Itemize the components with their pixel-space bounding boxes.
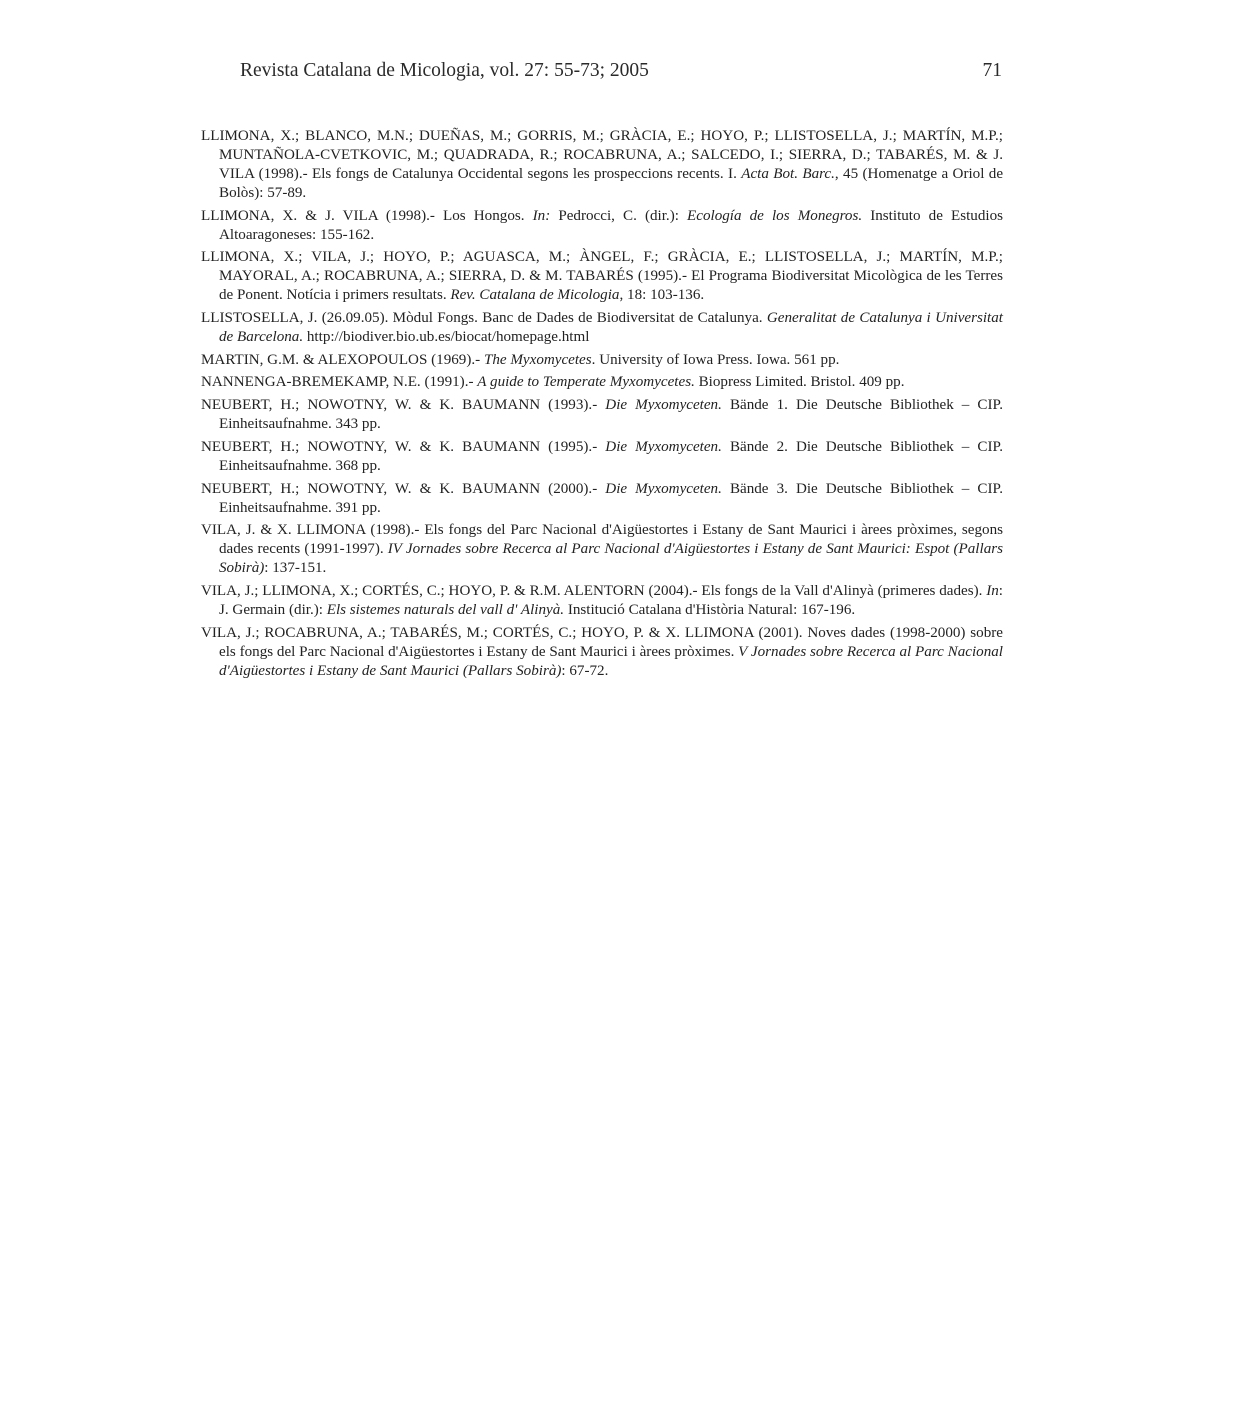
reference-text: Biopress Limited. Bristol. 409 pp. xyxy=(694,374,905,391)
reference-italic-text: Generalitat de Catalunya i Universitat de Barcelona. xyxy=(219,310,1003,346)
reference-italic-text: Rev. Catalana de Micologia xyxy=(450,287,620,304)
reference-list xyxy=(201,127,1003,684)
reference-entry xyxy=(201,248,1003,305)
reference-entry xyxy=(201,351,1003,370)
journal-title: Revista Catalana de Micologia, vol. 27: 55-73; 2005 xyxy=(240,60,649,81)
reference-italic-text: IV Jornades sobre Recerca al Parc Nacional d'Aigüestortes i Estany de Sant Maurici: Espot (Pallars Sobirà) xyxy=(219,541,1003,577)
reference-text: LLIMONA, X.; BLANCO, M.N.; DUEÑAS, M.; GORRIS, M.; GRÀCIA, E.; HOYO, P.; LLISTOSELLA, J.; MARTÍN, M.P.; MUNTAÑOLA-CVETKOVIC, M.; QUADRADA, R.; ROCABRUNA, A.; SALCEDO, I.; SIERRA, D.; TABARÉS, M. & J. VILA (1998).- Els fongs de Catalunya Occidental segons les prospeccions recents. I. xyxy=(201,128,1003,182)
reference-text: : 137-151. xyxy=(264,560,327,577)
reference-entry xyxy=(201,624,1003,681)
reference-text: VILA, J.; LLIMONA, X.; CORTÉS, C.; HOYO, P. & R.M. ALENTORN (2004).- Els fongs de la Vall d'Alinyà (primeres dades). xyxy=(201,582,987,599)
reference-text: LLIMONA, X.; VILA, J.; HOYO, P.; AGUASCA, M.; ÀNGEL, F.; GRÀCIA, E.; LLISTOSELLA, J.; MARTÍN, M.P.; MAYORAL, A.; ROCABRUNA, A.; SIERRA, D. & M. TABARÉS (1995).- El Programa Biodiversitat Micològica de les Terres de Ponent. Notícia i primers resultats. xyxy=(201,249,1003,304)
reference-italic-text: Els sistemes naturals del vall d' Alinyà. xyxy=(326,601,565,618)
reference-text: NEUBERT, H.; NOWOTNY, W. & K. BAUMANN (1993).- xyxy=(201,397,606,414)
reference-entry xyxy=(201,309,1003,347)
reference-text: Instituto de Estudios Altoaragoneses: 155-162. xyxy=(219,207,1003,243)
reference-text: Bände 3. Die Deutsche Bibliothek – CIP. Einheitsaufnahme. 391 pp. xyxy=(219,480,1004,516)
reference-text: NANNENGA-BREMEKAMP, N.E. (1991).- xyxy=(201,374,478,391)
reference-text: NEUBERT, H.; NOWOTNY, W. & K. BAUMANN (2000).- xyxy=(201,480,606,497)
reference-italic-text: Ecología de los Monegros. xyxy=(687,207,863,224)
reference-text: : 67-72. xyxy=(561,662,609,679)
reference-italic-text: In xyxy=(986,582,999,599)
reference-entry xyxy=(201,438,1003,476)
reference-entry xyxy=(201,521,1003,578)
reference-text: , 18: 103-136. xyxy=(619,287,705,304)
reference-entry xyxy=(201,396,1003,434)
reference-entry xyxy=(201,127,1003,203)
reference-text: MARTIN, G.M. & ALEXOPOULOS (1969).- xyxy=(201,351,484,368)
reference-entry xyxy=(201,373,1003,392)
reference-text: LLIMONA, X. & J. VILA (1998).- Los Hongos. xyxy=(201,207,533,224)
reference-text: Institució Catalana d'Història Natural: 167-196. xyxy=(564,601,856,618)
reference-italic-text: Die Myxomyceten. xyxy=(605,480,722,497)
reference-italic-text: Acta Bot. Barc. xyxy=(741,166,835,182)
reference-italic-text: A guide to Temperate Myxomycetes. xyxy=(477,374,695,391)
reference-text: VILA, J. & X. LLIMONA (1998).- Els fongs del Parc Nacional d'Aigüestortes i Estany de Sant Maurici i àrees pròximes, segons dades recents (1991-1997). xyxy=(201,522,1003,558)
reference-text: Pedrocci, C. (dir.): xyxy=(550,207,688,224)
reference-text: NEUBERT, H.; NOWOTNY, W. & K. BAUMANN (1995).- xyxy=(201,438,606,455)
reference-text: LLISTOSELLA, J. (26.09.05). Mòdul Fongs. Banc de Dades de Biodiversitat de Catalunya. xyxy=(201,310,767,327)
page-header xyxy=(240,60,1002,90)
reference-italic-text: The Myxomycetes xyxy=(483,351,592,368)
reference-entry xyxy=(201,480,1003,518)
reference-text: Bände 1. Die Deutsche Bibliothek – CIP. Einheitsaufnahme. 343 pp. xyxy=(219,397,1004,433)
page-number: 71 xyxy=(982,60,1002,81)
reference-text: , 45 (Homenatge a Oriol de Bolòs): 57-89. xyxy=(219,166,1004,201)
reference-italic-text: Die Myxomyceten. xyxy=(605,438,722,455)
reference-entry xyxy=(201,207,1003,245)
reference-italic-text: Die Myxomyceten. xyxy=(605,397,722,414)
reference-italic-text: V Jornades sobre Recerca al Parc Nacional d'Aigüestortes i Estany de Sant Maurici (Pallars Sobirà) xyxy=(219,643,1003,679)
reference-italic-text: In: xyxy=(532,207,551,224)
reference-text: Bände 2. Die Deutsche Bibliothek – CIP. Einheitsaufnahme. 368 pp. xyxy=(219,438,1004,474)
reference-text: http://biodiver.bio.ub.es/biocat/homepage.html xyxy=(303,329,590,346)
reference-entry xyxy=(201,582,1003,620)
reference-text: . University of Iowa Press. Iowa. 561 pp. xyxy=(591,351,840,368)
reference-text: VILA, J.; ROCABRUNA, A.; TABARÉS, M.; CORTÉS, C.; HOYO, P. & X. LLIMONA (2001). Noves dades (1998-2000) sobre els fongs del Parc Nacional d'Aigüestortes i Estany de Sant Maurici i àrees pròximes. xyxy=(201,624,1003,660)
reference-text: : J. Germain (dir.): xyxy=(219,582,1003,618)
